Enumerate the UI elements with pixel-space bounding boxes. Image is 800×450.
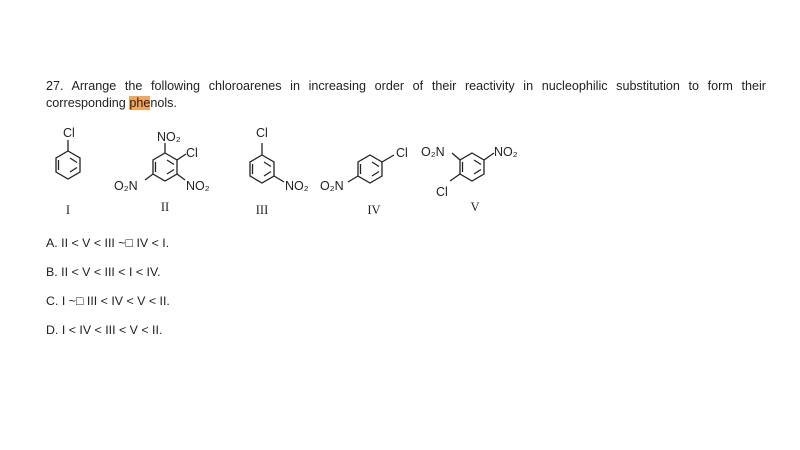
structure-iv [348,155,394,183]
structure-ii [145,143,186,181]
structure-v [450,153,494,181]
benzene-ring-ii [153,153,177,181]
no2-label-ii-right: NO₂ [186,179,210,193]
question-text-end: nols. [150,96,177,110]
no2-label-v: NO₂ [494,145,518,159]
no2-label-iii: NO₂ [285,179,309,193]
o2n-label-v: O₂N [421,145,445,159]
cl-label-i: Cl [63,126,75,140]
highlighted-text: phe [129,96,151,110]
cl-label-iv: Cl [396,146,408,160]
benzene-ring-iii [250,155,274,183]
numeral-i: I [65,203,71,217]
benzene-ring-i [56,151,80,179]
option-c[interactable]: C. I ~□ III < IV < V < II. [46,294,170,308]
no2-label-ii-top: NO₂ [157,130,181,144]
structure-i [56,140,80,179]
option-b[interactable]: B. II < V < III < I < IV. [46,265,161,279]
cl-label-v: Cl [436,185,448,199]
benzene-ring-v [460,153,484,181]
o2n-label-ii: O₂N [114,179,138,193]
numeral-iii: III [255,203,269,217]
numeral-iv: IV [367,203,381,217]
cl-label-iii: Cl [256,126,268,140]
numeral-ii: II [160,200,170,214]
benzene-ring-iv [358,155,382,183]
answer-options [46,236,170,352]
cl-label-ii: Cl [186,146,198,160]
question-text-start: 27. Arrange the following chloroarenes in increasing order of their reactivity in nucleophilic substitution to form their corresponding [46,79,766,110]
option-a[interactable]: A. II < V < III ~□ IV < I. [46,236,170,250]
o2n-label-iv: O₂N [320,179,344,193]
option-d[interactable]: D. I < IV < III < V < II. [46,323,163,337]
structure-iii [250,143,284,183]
numeral-v: V [470,200,480,214]
